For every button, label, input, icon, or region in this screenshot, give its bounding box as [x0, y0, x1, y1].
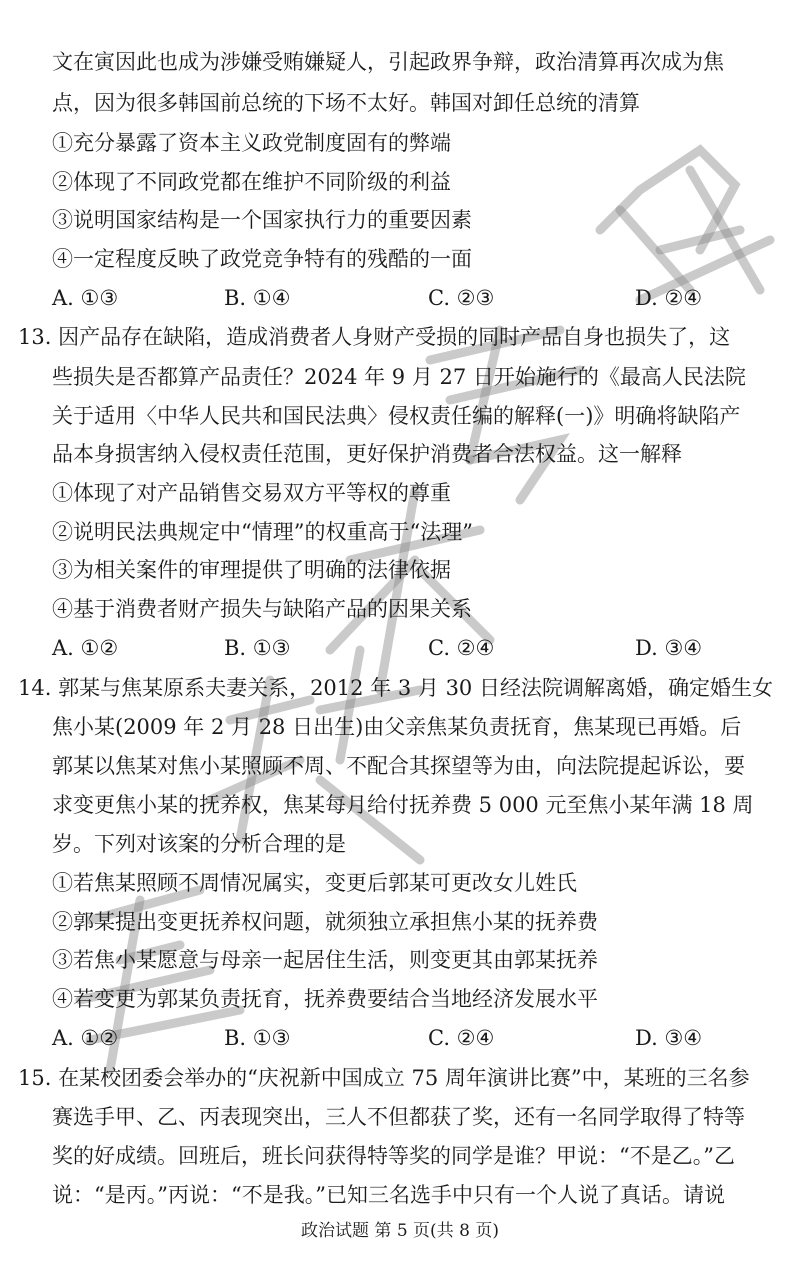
q13-option-d: D. ③④: [635, 636, 703, 660]
q12-choice-1: ①充分暴露了资本主义政党制度固有的弊端: [52, 131, 451, 155]
q14-option-a: A. ①②: [52, 1026, 119, 1050]
q14-stem-line: 郭某以焦某对焦小某照顾不周、不配合其探望等为由，向法院提起诉讼，要: [52, 754, 745, 778]
q12-options: [52, 283, 752, 313]
q14-choice-4: ④若变更为郭某负责抚育，抚养费要结合当地经济发展水平: [52, 987, 598, 1011]
q13-stem-line: 品本身损害纳入侵权责任范围，更好保护消费者合法权益。这一解释: [52, 442, 682, 466]
q14-stem-line: 求变更焦小某的抚养权，焦某每月给付抚养费 5 000 元至焦小某年满 18 周: [52, 793, 754, 817]
q15-stem-line: 说：“是丙。”丙说：“不是我。”已知三名选手中只有一个人说了真话。请说: [52, 1183, 725, 1207]
q12-choice-4: ④一定程度反映了政党竞争特有的残酷的一面: [52, 247, 472, 271]
q14-choice-3: ③若焦小某愿意与母亲一起居住生活，则变更其由郭某抚养: [52, 948, 598, 972]
q13-choice-1: ①体现了对产品销售交易双方平等权的尊重: [52, 481, 451, 505]
q12-choice-3: ③说明国家结构是一个国家执行力的重要因素: [52, 208, 472, 232]
q12-choice-2: ②体现了不同政党都在维护不同阶级的利益: [52, 170, 451, 194]
q12-stem-line: 文在寅因此也成为涉嫌受贿嫌疑人，引起政界争辩，政治清算再次成为焦: [52, 50, 724, 74]
q13-choice-3: ③为相关案件的审理提供了明确的法律依据: [52, 558, 451, 582]
q13-choice-4: ④基于消费者财产损失与缺陷产品的因果关系: [52, 597, 472, 621]
q14-option-b: B. ①③: [224, 1026, 291, 1050]
q14-stem-line: 14. 郭某与焦某原系夫妻关系，2012 年 3 月 30 日经法院调解离婚，确定婚生女: [18, 676, 773, 700]
q13-stem-line: 13. 因产品存在缺陷，造成消费者人身财产受损的同时产品自身也损失了，这: [18, 325, 731, 349]
q14-stem-line: 焦小某(2009 年 2 月 28 日出生)由父亲焦某负责抚育，焦某现已再婚。后: [52, 715, 742, 739]
q13-stem-line: 些损失是否都算产品责任？2024 年 9 月 27 日开始施行的《最高人民法院: [52, 365, 746, 389]
q12-stem-line: 点，因为很多韩国前总统的下场不太好。韩国对卸任总统的清算: [52, 91, 640, 115]
page-footer: 政治试题 第 5 页(共 8 页): [301, 1221, 499, 1241]
q13-option-c: C. ②④: [428, 636, 495, 660]
q14-options: [52, 1023, 752, 1053]
q14-stem-line: 岁。下列对该案的分析合理的是: [52, 832, 346, 856]
q14-option-d: D. ③④: [635, 1026, 703, 1050]
q15-stem-line: 奖的好成绩。回班后，班长问获得特等奖的同学是谁？甲说：“不是乙。”乙: [52, 1144, 735, 1168]
q14-choice-1: ①若焦某照顾不周情况属实，变更后郭某可更改女儿姓氏: [52, 871, 577, 895]
q12-option-d: D. ②④: [635, 286, 703, 310]
q13-option-b: B. ①③: [224, 636, 291, 660]
q12-option-c: C. ②③: [428, 286, 495, 310]
q14-choice-2: ②郭某提出变更抚养权问题，就须独立承担焦小某的抚养费: [52, 910, 598, 934]
q13-choice-2: ②说明民法典规定中“情理”的权重高于“法理”: [52, 520, 473, 544]
q13-stem-line: 关于适用〈中华人民共和国民法典〉侵权责任编的解释(一)》明确将缺陷产: [52, 404, 741, 428]
q12-option-a: A. ①③: [52, 286, 119, 310]
q13-option-a: A. ①②: [52, 636, 119, 660]
q13-options: [52, 633, 752, 663]
q15-stem-line: 15. 在某校团委会举办的“庆祝新中国成立 75 周年演讲比赛”中，某班的三名参: [18, 1066, 750, 1090]
q12-option-b: B. ①④: [224, 286, 291, 310]
q15-stem-line: 赛选手甲、乙、丙表现突出，三人不但都获了奖，还有一名同学取得了特等: [52, 1105, 745, 1129]
q14-option-c: C. ②④: [428, 1026, 495, 1050]
